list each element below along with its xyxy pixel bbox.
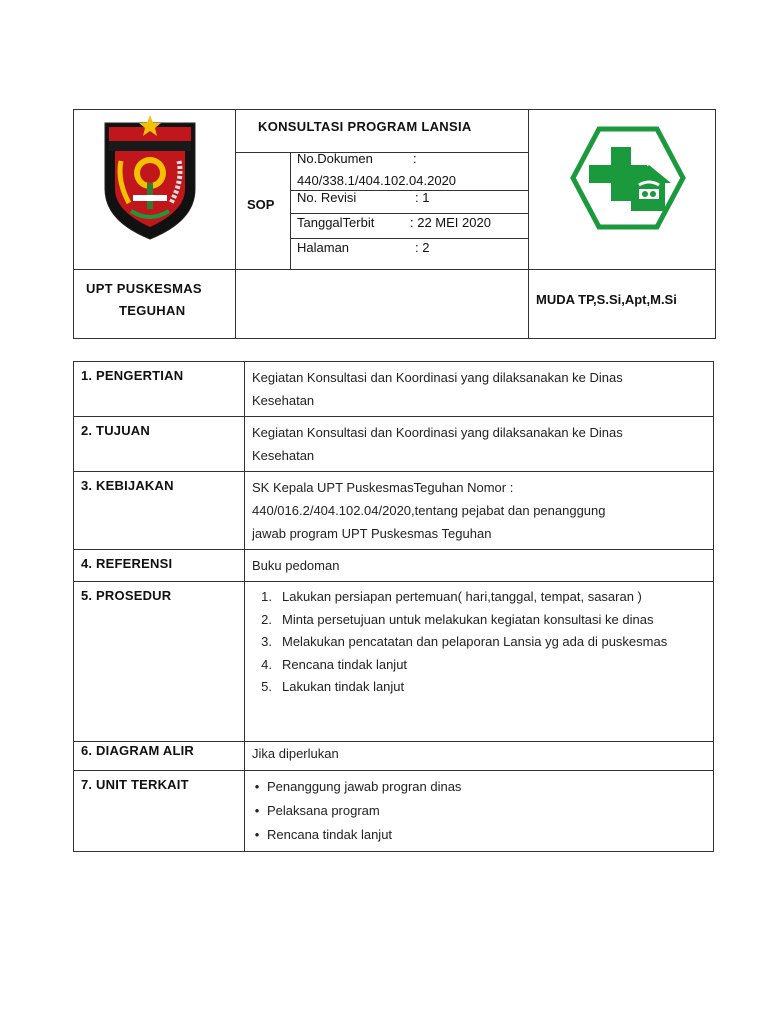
bullet-icon: • [254,827,260,842]
list-item: • Rencana tindak lanjut [247,823,705,847]
tanggal-terbit-label: TanggalTerbit [297,215,375,230]
list-item: • Penanggung jawab progran dinas [247,775,705,799]
prosedur-step: 4. Rencana tindak lanjut [261,656,408,672]
no-revisi-value: : 1 [415,190,430,205]
prosedur-step: 1. Lakukan persiapan pertemuan( hari,tanggal, tempat, sasaran ) [261,589,642,604]
row-pengertian [74,362,714,417]
row-prosedur [74,582,714,742]
halaman-label: Halaman [297,240,350,255]
row-diagram-alir [74,742,714,771]
kebijakan-value [245,472,714,550]
sop-content-table [73,361,714,852]
pengertian-line2: Kesehatan [252,393,315,408]
organization-name-line1: UPT PUSKESMAS [86,281,202,296]
tujuan-line2: Kesehatan [252,448,315,463]
pengertian-line1: Kegiatan Konsultasi dan Koordinasi yang dilaksanakan ke Dinas [252,370,623,385]
tujuan-line1: Kegiatan Konsultasi dan Koordinasi yang dilaksanakan ke Dinas [252,425,623,440]
tujuan-label: 2. TUJUAN [74,417,245,472]
kebijakan-line3: jawab program UPT Puskesmas Teguhan [252,526,492,541]
unit-terkait-label: 7. UNIT TERKAIT [74,771,245,852]
prosedur-step: 2. Minta persetujuan untuk melakukan kegiatan konsultasi ke dinas [261,611,654,627]
diagram-alir-value: Jika diperlukan [245,742,714,771]
sop-header [73,109,716,339]
bullet-icon: • [254,803,260,818]
sop-label: SOP [247,197,275,212]
prosedur-step: 3. Melakukan pencatatan dan pelaporan Lansia yg ada di puskesmas [261,634,668,649]
no-revisi-label: No. Revisi [297,190,357,205]
no-dokumen-value: 440/338.1/404.102.04.2020 [297,173,457,188]
unit-terkait-list [247,775,705,847]
prosedur-label: 5. PROSEDUR [74,582,245,742]
no-dokumen-sep: : [413,151,417,166]
row-unit-terkait [74,771,714,852]
row-tujuan [74,417,714,472]
unit-terkait-value [245,771,714,852]
prosedur-step: 5. Lakukan tindak lanjut [261,679,405,694]
kebijakan-line1: SK Kepala UPT PuskesmasTeguhan Nomor : [252,480,514,495]
referensi-label: 4. REFERENSI [74,550,245,582]
kebijakan-line2: 440/016.2/404.102.04/2020,tentang pejabat dan penanggung [252,503,606,518]
kebijakan-label: 3. KEBIJAKAN [74,472,245,550]
organization-name-line2: TEGUHAN [119,303,186,318]
puskesmas-logo [569,125,687,231]
pengertian-value [245,362,714,417]
row-referensi [74,550,714,582]
list-item: • Pelaksana program [247,799,705,823]
referensi-value: Buku pedoman [245,550,714,582]
diagram-alir-label: 6. DIAGRAM ALIR [74,742,245,771]
no-dokumen-label: No.Dokumen [297,151,373,166]
row-kebijakan [74,472,714,550]
halaman-value: : 2 [415,240,430,255]
tanggal-terbit-value: : 22 MEI 2020 [410,215,491,230]
tujuan-value [245,417,714,472]
signer-name: MUDA TP,S.Si,Apt,M.Si [536,292,677,307]
bullet-icon: • [254,779,260,794]
regency-emblem-logo [101,111,199,241]
prosedur-value [245,582,714,742]
pengertian-label: 1. PENGERTIAN [74,362,245,417]
prosedur-steps [252,586,704,699]
document-title: KONSULTASI PROGRAM LANSIA [258,119,472,134]
